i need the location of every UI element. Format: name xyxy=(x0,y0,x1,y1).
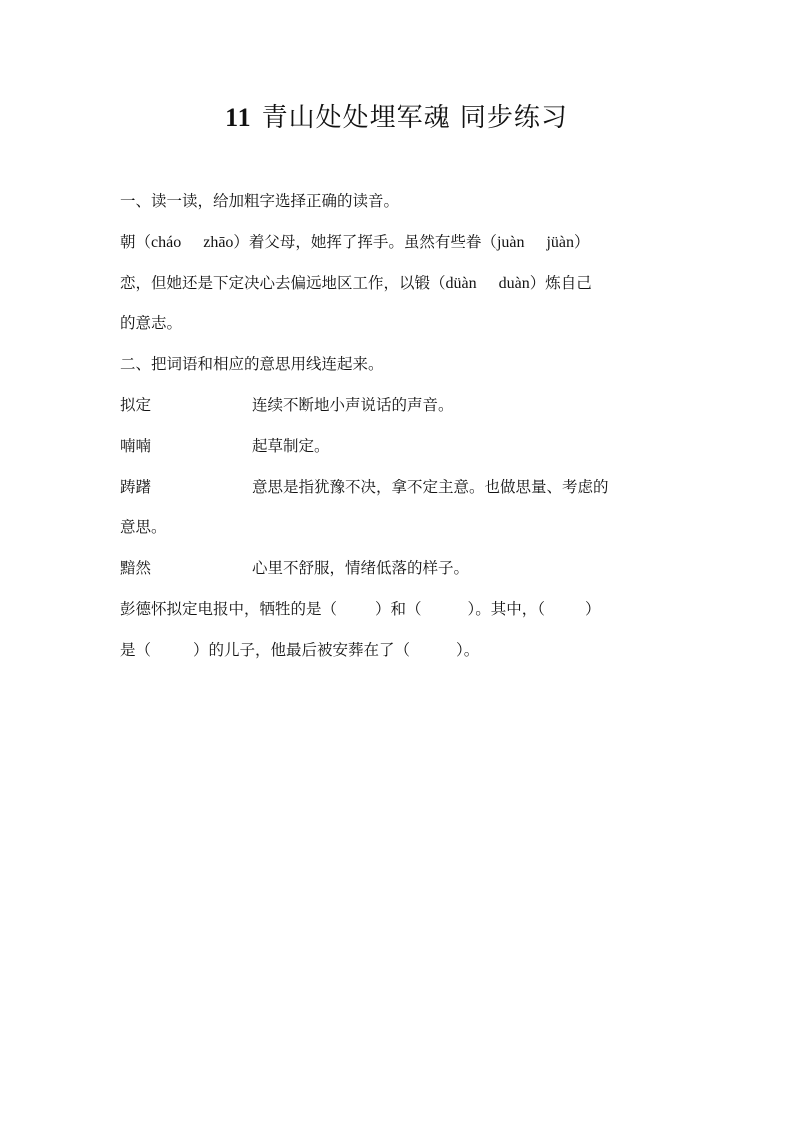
pinyin-line-2 xyxy=(120,270,680,311)
page-title xyxy=(0,100,793,136)
match-term: 黯然 xyxy=(120,559,152,578)
text: ）的儿子，他最后被安葬在了（ xyxy=(193,640,411,659)
pinyin-option: juàn xyxy=(496,233,525,251)
text: ）和（ xyxy=(375,599,422,618)
pinyin-option: cháo xyxy=(151,233,182,251)
section1-heading: 一、读一读，给加粗字选择正确的读音。 xyxy=(120,192,400,210)
text: ）。其中，（ xyxy=(467,599,546,618)
text: ） xyxy=(585,599,601,618)
section2-heading: 二、把词语和相应的意思用线连起来。 xyxy=(120,355,384,374)
pinyin-option: düàn xyxy=(445,274,477,292)
fill-blank-line-1 xyxy=(120,596,680,637)
match-meaning: 意思是指犹豫不决，拿不定主意。也做思量、考虑的 xyxy=(252,477,609,496)
text: ） xyxy=(574,232,590,251)
text: ）炼自己 xyxy=(529,273,592,292)
lesson-title: 青山处处埋军魂 同步练习 xyxy=(261,103,568,133)
pinyin-line-3: 的意志。 xyxy=(120,314,183,333)
pinyin-option: jüàn xyxy=(546,233,575,251)
pinyin-option: zhāo xyxy=(203,233,234,251)
worksheet-body xyxy=(120,188,680,678)
match-term: 喃喃 xyxy=(120,436,152,455)
match-meaning-continued: 意思。 xyxy=(120,518,167,537)
match-row xyxy=(120,474,680,515)
match-meaning: 心里不舒服，情绪低落的样子。 xyxy=(252,559,470,578)
match-term: 拟定 xyxy=(120,395,152,414)
text: ）。 xyxy=(456,640,480,659)
match-row xyxy=(120,555,680,596)
text: 是（ xyxy=(120,640,152,659)
text: 恋，但她还是下定决心去偏远地区工作，以锻（ xyxy=(120,273,446,292)
fill-blank-line-2 xyxy=(120,637,680,678)
pinyin-line-1 xyxy=(120,229,680,270)
match-meaning: 连续不断地小声说话的声音。 xyxy=(252,395,454,414)
text: 彭德怀拟定电报中，牺牲的是（ xyxy=(120,599,338,618)
text: ）着父母，她挥了挥手。虽然有些眷（ xyxy=(233,232,497,251)
pinyin-option: duàn xyxy=(498,274,530,292)
match-row xyxy=(120,433,680,474)
match-row xyxy=(120,392,680,433)
match-term: 踌躇 xyxy=(120,477,152,496)
lesson-number: 11 xyxy=(225,103,252,132)
match-meaning: 起草制定。 xyxy=(252,436,330,455)
text: 朝（ xyxy=(120,232,152,251)
